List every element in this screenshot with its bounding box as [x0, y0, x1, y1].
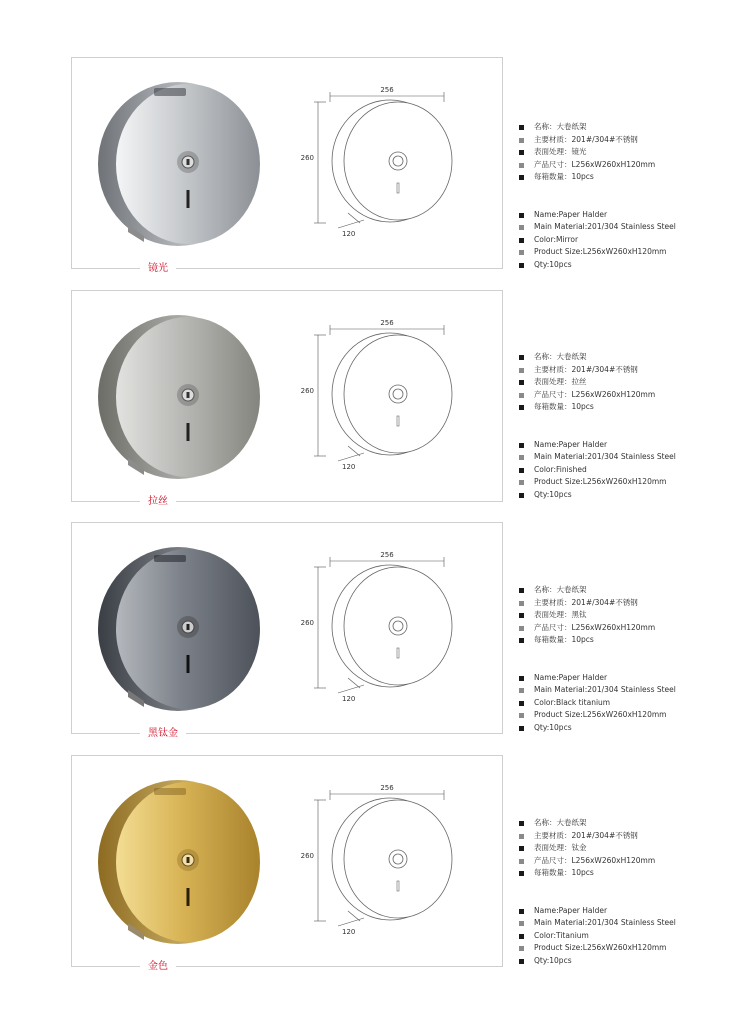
- product-card-mirror: [71, 57, 503, 274]
- specs-gold: [517, 817, 742, 967]
- dim-height: 260: [300, 852, 314, 860]
- finish-label: 拉丝: [140, 495, 176, 509]
- dimension-drawing: [300, 86, 484, 246]
- spec-qty-en: Qty:10pcs: [517, 955, 742, 968]
- spec-material-en: Main Material:201/304 Stainless Steel: [517, 917, 742, 930]
- spec-finish-cn: 表面处理：拉丝: [517, 376, 742, 389]
- product-card-brushed: [71, 290, 503, 507]
- dim-width: 256: [380, 784, 394, 792]
- spec-name-en: Name:Paper Halder: [517, 905, 742, 918]
- spec-size-cn: 产品尺寸：L256xW260xH120mm: [517, 159, 742, 172]
- dimension-drawing: [300, 784, 484, 944]
- dim-width: 256: [380, 551, 394, 559]
- dispenser-photo: [96, 80, 261, 250]
- spec-name-en: Name:Paper Halder: [517, 439, 742, 452]
- spec-size-en: Product Size:L256xW260xH120mm: [517, 942, 742, 955]
- spec-name-cn: 名称：大卷纸架: [517, 121, 742, 134]
- spec-finish-cn: 表面处理：镜光: [517, 146, 742, 159]
- spec-material-cn: 主要材质：201#/304#不锈钢: [517, 134, 742, 147]
- spec-size-cn: 产品尺寸：L256xW260xH120mm: [517, 389, 742, 402]
- spec-qty-cn: 每箱数量：10pcs: [517, 401, 742, 414]
- spec-size-en: Product Size:L256xW260xH120mm: [517, 246, 742, 259]
- specs-brushed: [517, 351, 742, 501]
- dim-height: 260: [300, 387, 314, 395]
- specs-black-titanium: [517, 584, 742, 734]
- dim-depth: 120: [342, 695, 356, 703]
- spec-qty-en: Qty:10pcs: [517, 722, 742, 735]
- spec-name-cn: 名称：大卷纸架: [517, 351, 742, 364]
- spec-color-en: Color:Black titanium: [517, 697, 742, 710]
- spec-size-en: Product Size:L256xW260xH120mm: [517, 476, 742, 489]
- dim-width: 256: [380, 86, 394, 94]
- dim-height: 260: [300, 154, 314, 162]
- spec-material-cn: 主要材质：201#/304#不锈钢: [517, 364, 742, 377]
- spec-color-en: Color:Finished: [517, 464, 742, 477]
- spec-finish-cn: 表面处理：黑钛: [517, 609, 742, 622]
- spec-size-en: Product Size:L256xW260xH120mm: [517, 709, 742, 722]
- spec-size-cn: 产品尺寸：L256xW260xH120mm: [517, 855, 742, 868]
- spec-qty-cn: 每箱数量：10pcs: [517, 171, 742, 184]
- spec-name-en: Name:Paper Halder: [517, 209, 742, 222]
- dim-width: 256: [380, 319, 394, 327]
- spec-size-cn: 产品尺寸：L256xW260xH120mm: [517, 622, 742, 635]
- spec-color-en: Color:Mirror: [517, 234, 742, 247]
- dispenser-photo: [96, 545, 261, 715]
- product-card-black-titanium: [71, 522, 503, 739]
- dim-depth: 120: [342, 928, 356, 936]
- spec-qty-cn: 每箱数量：10pcs: [517, 867, 742, 880]
- product-card-gold: [71, 755, 503, 972]
- finish-label: 黑钛金: [140, 727, 186, 741]
- specs-mirror: [517, 121, 742, 271]
- spec-material-en: Main Material:201/304 Stainless Steel: [517, 451, 742, 464]
- spec-material-cn: 主要材质：201#/304#不锈钢: [517, 830, 742, 843]
- dimension-drawing: [300, 551, 484, 711]
- dispenser-photo: [96, 313, 261, 483]
- spec-material-cn: 主要材质：201#/304#不锈钢: [517, 597, 742, 610]
- dim-depth: 120: [342, 230, 356, 238]
- spec-qty-en: Qty:10pcs: [517, 259, 742, 272]
- spec-name-cn: 名称：大卷纸架: [517, 817, 742, 830]
- spec-material-en: Main Material:201/304 Stainless Steel: [517, 684, 742, 697]
- finish-label: 金色: [140, 960, 176, 974]
- spec-color-en: Color:Titanium: [517, 930, 742, 943]
- dim-height: 260: [300, 619, 314, 627]
- spec-name-en: Name:Paper Halder: [517, 672, 742, 685]
- finish-label: 镜光: [140, 262, 176, 276]
- spec-material-en: Main Material:201/304 Stainless Steel: [517, 221, 742, 234]
- spec-qty-cn: 每箱数量：10pcs: [517, 634, 742, 647]
- dispenser-photo: [96, 778, 261, 948]
- dimension-drawing: [300, 319, 484, 479]
- spec-name-cn: 名称：大卷纸架: [517, 584, 742, 597]
- dim-depth: 120: [342, 463, 356, 471]
- spec-finish-cn: 表面处理：钛金: [517, 842, 742, 855]
- spec-qty-en: Qty:10pcs: [517, 489, 742, 502]
